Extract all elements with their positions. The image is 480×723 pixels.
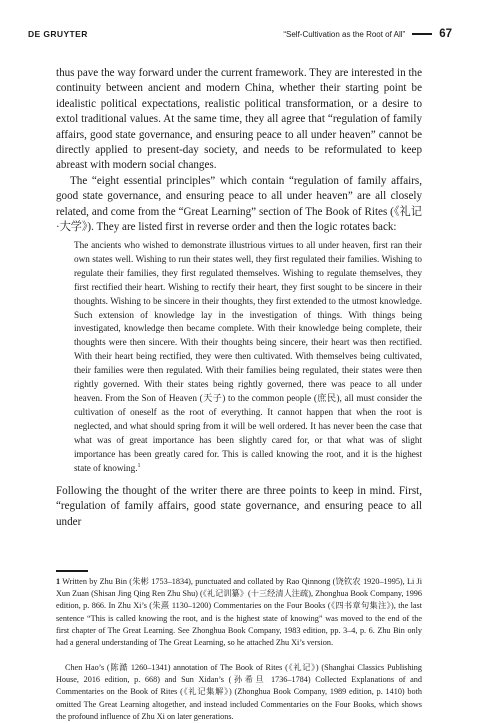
publisher-name: DE GRUYTER xyxy=(28,29,88,39)
footnote-1-text: Written by Zhu Bin (朱彬 1753–1834), punctuated and collated by Rao Qinnong (饶钦农 1920–1995), Li Ji Xun Zuan (Shisan Jing Qing Ren Zhu Shu) (《礼记训纂》(十三经清人注疏), Zhonghua Book Company, 1996 edition, p. 866. In Zhu Xi’s (朱熹 1130–1200) Commentaries on the Four Books (《四书章句集注》), the last sentence “This is called knowing the root, and is the highest state of knowing” was moved to the end of the first chapter of The Great Learning. See Zhonghua Book Company, 1983 edition, pp. 3–4, p. 6. Zhu Bin only had a general understanding of The Great Learning, so he attached Zhu Xi’s version. xyxy=(56,577,422,648)
footnote-1 xyxy=(56,576,422,649)
page-number: 67 xyxy=(439,28,452,40)
running-header xyxy=(28,26,452,42)
footnote-reference[interactable]: 1 xyxy=(137,462,141,469)
footnote-number: 1 xyxy=(56,577,61,586)
block-quotation-text: The ancients who wished to demonstrate illustrious virtues to all under heaven, first ran their own states well. Wishing to run their states well, they first regulated their families. Wishing to regulate their families, they first regulated themselves. Wishing to regulate themselves, they first rectified their heart. Wishing to rectify their heart, they first sought to be sincere in their thoughts. Wishing to be sincere in their thoughts, they first extended to the utmost knowledge. Such extension of knowledge lay in the investigation of things. With things being investigated, knowledge then became complete. With their knowledge being complete, their thoughts were then sincere. With their thoughts being sincere, their heart was then rectified. With their heart being rectified, they were then cultivated. With themselves being cultivated, their families were then regulated. With their families being regulated, their states were then rightly governed. With their states being rightly governed, there was peace to all under heaven. From the Son of Heaven (天子) to the common people (庶民), all must consider the cultivation of oneself as the root of everything. It cannot happen that when the root is neglected, and what should spring from it will be well ordered. It has never been the case that what was of great importance has been slightly cared for, or that what was of slight importance has been greatly cared for. This is called knowing the root, and it is the highest state of knowing. xyxy=(74,240,422,473)
paragraph-1: thus pave the way forward under the current framework. They are interested in the continuity between ancient and modern China, whether their starting point be idealistic political expectations, realistic political transformation, or a desire to extol traditional values. At the same time, they all agree that “regulation of family affairs, good state governance, and ensuring peace to all under heaven” cannot be directly applied to present-day society, and needs to be reformulated to keep abreast with modern social changes. xyxy=(56,67,422,172)
header-rule xyxy=(412,33,432,35)
footnote-separator xyxy=(56,570,88,572)
block-quotation xyxy=(74,239,422,475)
running-title: “Self-Cultivation as the Root of All” xyxy=(283,29,406,39)
footnote-1-continuation: Chen Hao’s (陈澔 1260–1341) annotation of The Book of Rites (《礼记》) (Shanghai Classics Publishing House, 2016 edition, p. 668) and Sun Xidan’s (孙希旦 1736–1784) Collected Explanations of and Commentaries on the Book of Rites (《礼记集解》) (Zhonghua Book Company, 1989 edition, p. 1410) both omitted The Great Learning altogether, and instead included Commentaries on the Four Books, which shows the profound influence of Zhu Xi on later generations. xyxy=(56,663,422,721)
paragraph-2: The “eight essential principles” which contain “regulation of family affairs, good state governance, and ensuring peace to all under heaven” are all closely related, and come from the “Great Learning” section of The Book of Rites (《礼记·大学》). They are listed first in reverse order and then the logic rotates back: xyxy=(56,175,422,234)
paragraph-3: Following the thought of the writer there are three points to keep in mind. First, “regulation of family affairs, good state governance, and ensuring peace to all under xyxy=(56,485,422,528)
